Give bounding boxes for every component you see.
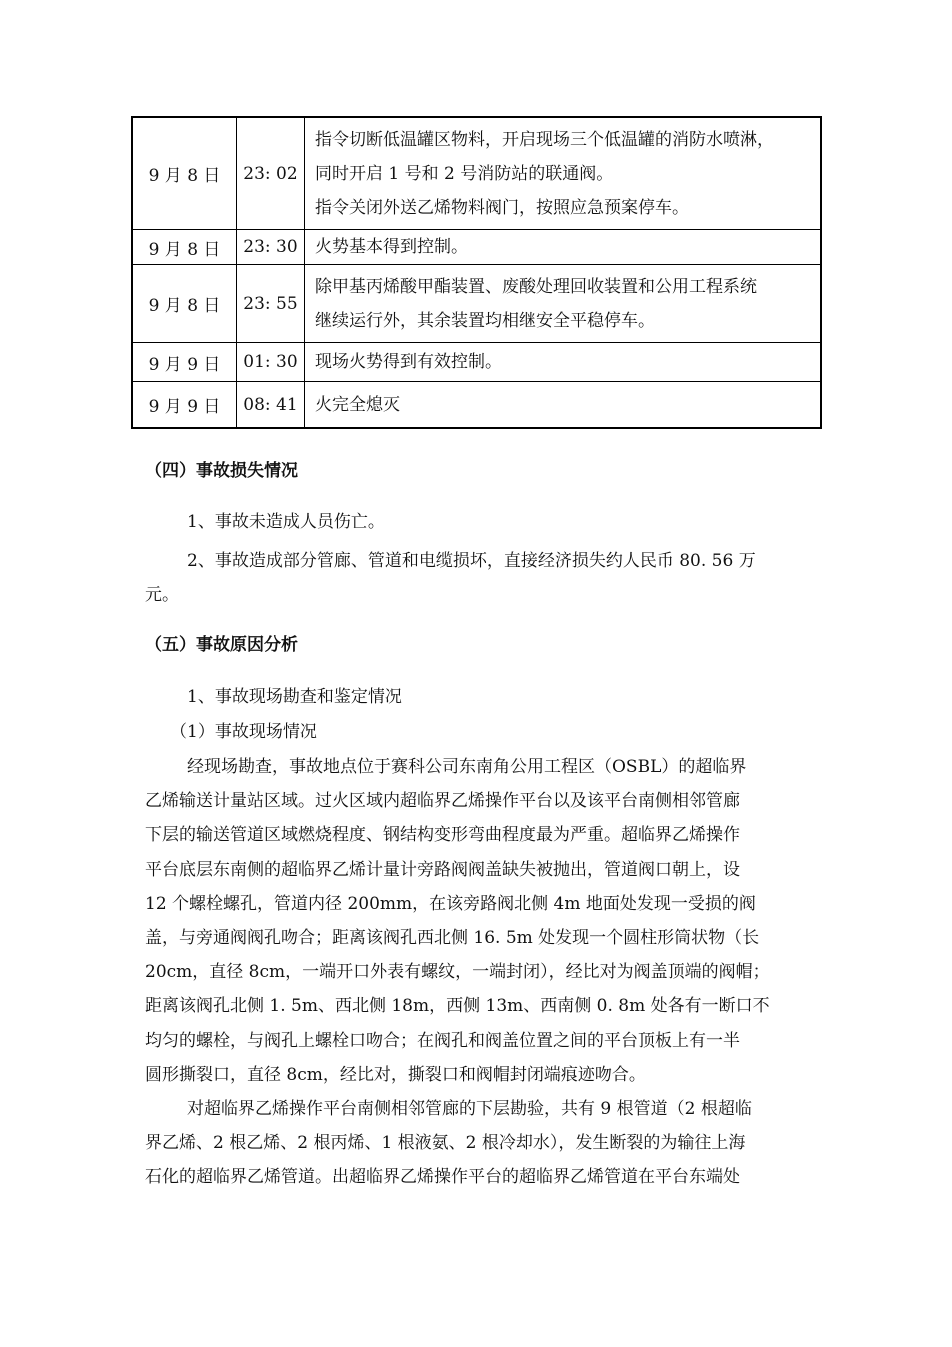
time-cell: 23: 55 <box>237 265 305 343</box>
table-row <box>132 343 821 382</box>
paragraph-line: 12 个螺栓螺孔，管道内径 200mm，在该旁路阀北侧 4m 地面处发现一受损的阀 <box>145 893 756 914</box>
paragraph-line: 盖，与旁通阀阀孔吻合；距离该阀孔西北侧 16. 5m 处发现一个圆柱形筒状物（长 <box>145 927 760 948</box>
date-cell: 9 月 8 日 <box>132 265 237 343</box>
subsubsection-title: （1）事故现场情况 <box>170 722 317 742</box>
paragraph-line: 经现场勘查，事故地点位于赛科公司东南角公用工程区（OSBL）的超临界 <box>187 757 747 777</box>
event-line: 继续运行外，其余装置均相继安全平稳停车。 <box>315 310 655 331</box>
event-cell <box>305 117 822 230</box>
event-line: 同时开启 1 号和 2 号消防站的联通阀。 <box>315 163 614 184</box>
time-cell: 23: 02 <box>237 117 305 230</box>
loss-item-2-continued: 元。 <box>145 585 179 605</box>
timeline-table <box>131 116 822 429</box>
table-row <box>132 117 821 230</box>
event-line: 指令关闭外送乙烯物料阀门，按照应急预案停车。 <box>315 197 689 218</box>
event-cell <box>305 382 822 429</box>
event-cell <box>305 230 822 265</box>
event-line: 现场火势得到有效控制。 <box>315 352 502 372</box>
time-cell: 08: 41 <box>237 382 305 429</box>
event-line: 火完全熄灭 <box>315 394 400 415</box>
paragraph-line: 界乙烯、2 根乙烯、2 根丙烯、1 根液氨、2 根冷却水），发生断裂的为输往上海 <box>145 1133 746 1154</box>
loss-item-2: 2、事故造成部分管廊、管道和电缆损坏，直接经济损失约人民币 80. 56 万 <box>187 551 756 571</box>
date-cell: 9 月 8 日 <box>132 230 237 265</box>
paragraph-line: 乙烯输送计量站区域。过火区域内超临界乙烯操作平台以及该平台南侧相邻管廊 <box>145 791 740 812</box>
paragraph-line: 下层的输送管道区域燃烧程度、钢结构变形弯曲程度最为严重。超临界乙烯操作 <box>145 825 740 846</box>
paragraph-line: 对超临界乙烯操作平台南侧相邻管廊的下层勘验，共有 9 根管道（2 根超临 <box>187 1098 752 1119</box>
time-cell: 01: 30 <box>237 343 305 382</box>
section-heading-losses: （四）事故损失情况 <box>145 461 298 481</box>
date-cell: 9 月 9 日 <box>132 382 237 429</box>
paragraph-line: 均匀的螺栓，与阀孔上螺栓口吻合；在阀孔和阀盖位置之间的平台顶板上有一半 <box>145 1030 740 1051</box>
paragraph-line: 圆形撕裂口，直径 8cm，经比对，撕裂口和阀帽封闭端痕迹吻合。 <box>145 1064 646 1085</box>
table-row <box>132 382 821 429</box>
table-row <box>132 230 821 265</box>
paragraph-line: 20cm，直径 8cm，一端开口外表有螺纹，一端封闭），经比对为阀盖顶端的阀帽； <box>145 962 770 983</box>
subsection-title: 1、事故现场勘查和鉴定情况 <box>187 687 402 707</box>
date-cell: 9 月 8 日 <box>132 117 237 230</box>
time-cell: 23: 30 <box>237 230 305 265</box>
section-heading-cause: （五）事故原因分析 <box>145 635 298 655</box>
event-line: 指令切断低温罐区物料，开启现场三个低温罐的消防水喷淋， <box>315 129 774 150</box>
body-text <box>145 750 815 1194</box>
event-line: 除甲基丙烯酸甲酯装置、废酸处理回收装置和公用工程系统 <box>315 276 757 297</box>
date-cell: 9 月 9 日 <box>132 343 237 382</box>
paragraph-line: 平台底层东南侧的超临界乙烯计量计旁路阀阀盖缺失被抛出，管道阀口朝上，设 <box>145 859 740 880</box>
event-cell <box>305 265 822 343</box>
paragraph-line: 距离该阀孔北侧 1. 5m、西北侧 18m，西侧 13m、西南侧 0. 8m 处各有一断口不 <box>145 996 770 1017</box>
event-line: 火势基本得到控制。 <box>315 237 468 257</box>
loss-item-1: 1、事故未造成人员伤亡。 <box>187 512 385 532</box>
paragraph-line: 石化的超临界乙烯管道。出超临界乙烯操作平台的超临界乙烯管道在平台东端处 <box>145 1167 740 1188</box>
event-cell <box>305 343 822 382</box>
table-row <box>132 265 821 343</box>
